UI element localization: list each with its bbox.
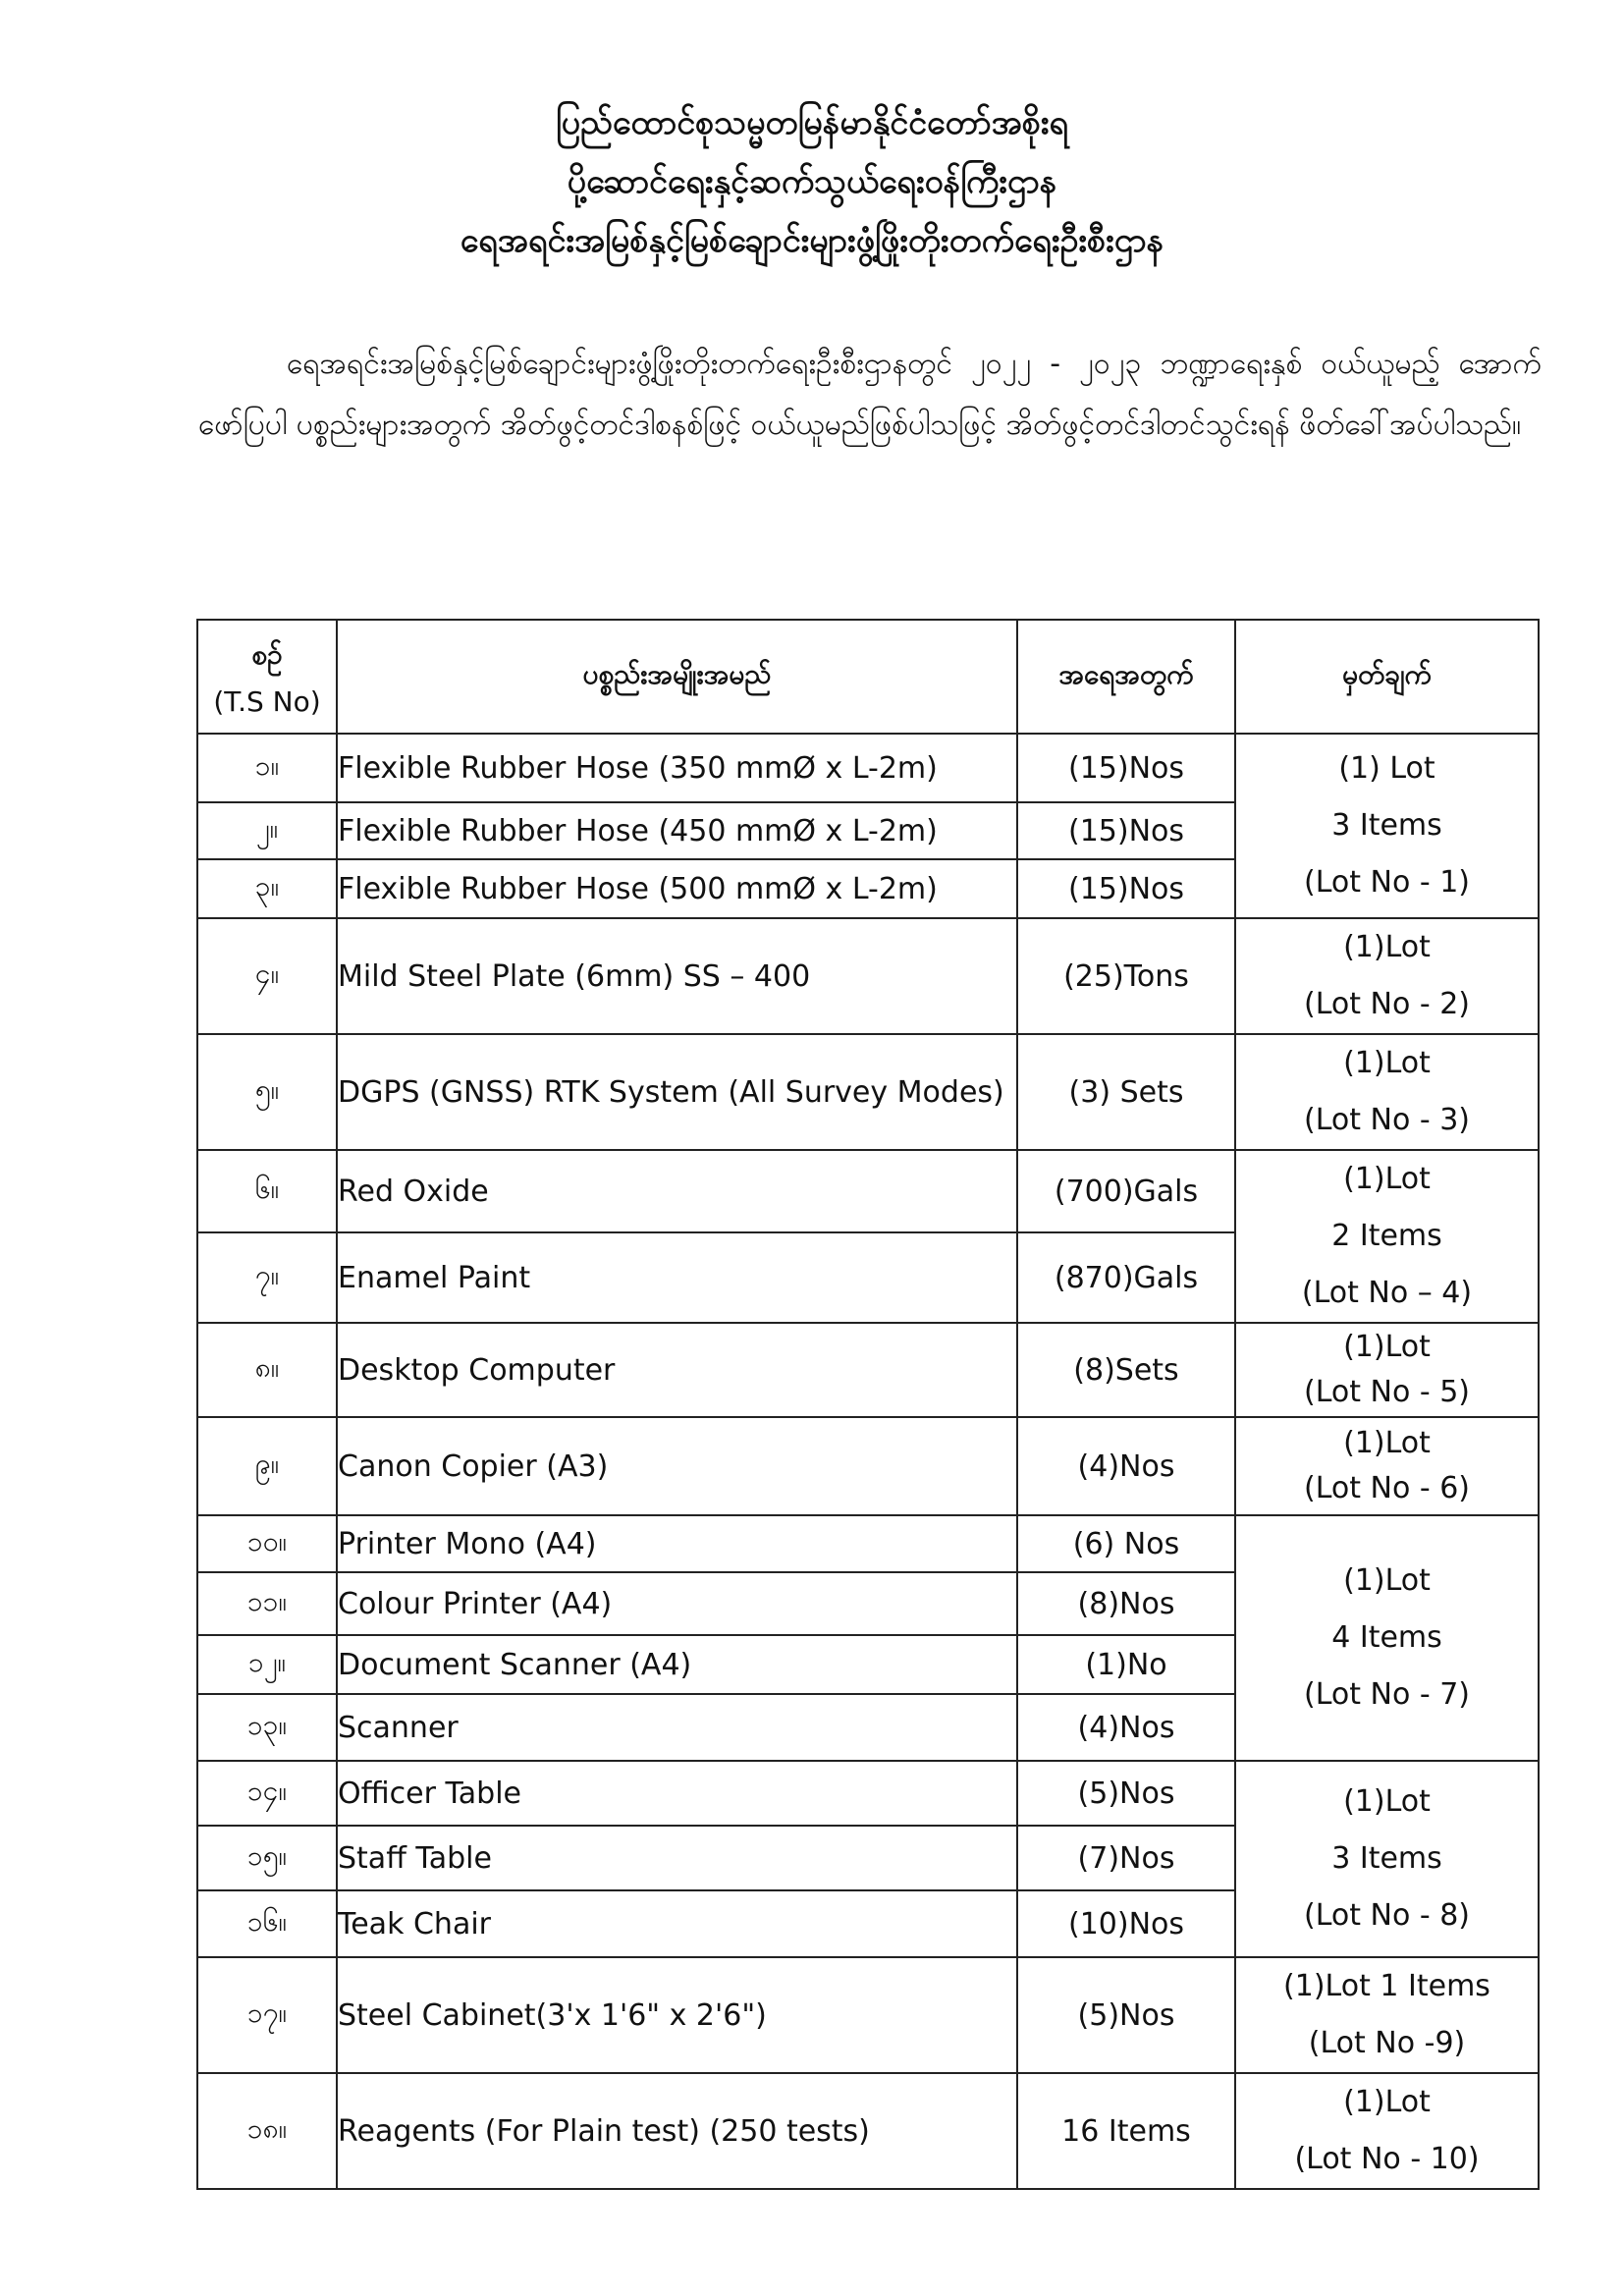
header-item-name: ပစ္စည်းအမျိုးအမည် — [337, 620, 1017, 734]
table-row — [197, 1323, 1539, 1417]
remark-line: (1)Lot — [1343, 1563, 1431, 1598]
row-serial-no: ၅။ — [197, 1034, 337, 1150]
row-description: Reagents (For Plain test) (250 tests) — [337, 2073, 1017, 2189]
row-serial-no: ၁၅။ — [197, 1826, 337, 1890]
row-description: Printer Mono (A4) — [337, 1515, 1017, 1572]
remark-line: (Lot No - 3) — [1303, 1103, 1471, 1137]
intro-text: ရေအရင်းအမြစ်နှင့်မြစ်ချောင်းများဖွံ့ဖြိုးတိုးတက်ရေးဦးစီးဌာနတွင် ၂၀၂၂ - ၂၀၂၃ ဘဏ္ဍာရေးနှစ် ဝယ်ယူမည့် အောက်ဖော်ပြပါ ပစ္စည်းများအတွက် အိတ်ဖွင့်တင်ဒါစနစ်ဖြင့် ဝယ်ယူမည်ဖြစ်ပါသဖြင့် အိတ်ဖွင့်တင်ဒါတင်သွင်းရန် ဖိတ်ခေါ်အပ်ပါသည်။ — [198, 347, 1542, 442]
remark-line: (Lot No - 6) — [1303, 1471, 1471, 1505]
header-quantity: အရေအတွက် — [1017, 620, 1235, 734]
table-header-row — [197, 620, 1539, 734]
remark-line: (1)Lot — [1343, 1784, 1431, 1819]
header-serial-no — [197, 620, 337, 734]
lot-remark — [1235, 734, 1539, 918]
lot-remark — [1235, 1957, 1539, 2073]
remark-line: (1)Lot — [1343, 2085, 1431, 2119]
row-description: Colour Printer (A4) — [337, 1572, 1017, 1635]
row-quantity: (8)Nos — [1017, 1572, 1235, 1635]
row-description: Enamel Paint — [337, 1232, 1017, 1323]
remark-line: 3 Items — [1331, 1841, 1442, 1876]
row-serial-no: ၁၄။ — [197, 1761, 337, 1826]
row-serial-no: ၁၆။ — [197, 1890, 337, 1957]
row-serial-no: ၃။ — [197, 859, 337, 918]
document-header — [0, 93, 1624, 270]
table-row — [197, 918, 1539, 1034]
row-serial-no: ၂။ — [197, 802, 337, 859]
row-quantity: (6) Nos — [1017, 1515, 1235, 1572]
row-description: Teak Chair — [337, 1890, 1017, 1957]
row-serial-no: ၁၈။ — [197, 2073, 337, 2189]
lot-remark — [1235, 1323, 1539, 1417]
row-description: Canon Copier (A3) — [337, 1417, 1017, 1515]
tender-items-table — [196, 619, 1540, 2190]
remark-line: 4 Items — [1331, 1620, 1442, 1655]
row-quantity: (4)Nos — [1017, 1417, 1235, 1515]
remark-line: (1)Lot — [1343, 1162, 1431, 1196]
header-serial-label: စဉ် — [251, 637, 283, 671]
remark-line: (Lot No – 4) — [1301, 1276, 1473, 1310]
row-description: Flexible Rubber Hose (450 mmØ x L-2m) — [337, 802, 1017, 859]
row-quantity: (8)Sets — [1017, 1323, 1235, 1417]
row-description: Mild Steel Plate (6mm) SS – 400 — [337, 918, 1017, 1034]
row-quantity: (15)Nos — [1017, 859, 1235, 918]
row-description: Steel Cabinet(3'x 1'6" x 2'6") — [337, 1957, 1017, 2073]
row-serial-no: ၆။ — [197, 1150, 337, 1232]
row-quantity: (1)No — [1017, 1635, 1235, 1694]
row-description: Desktop Computer — [337, 1323, 1017, 1417]
table-row — [197, 734, 1539, 802]
table-row — [197, 2073, 1539, 2189]
remark-line: (Lot No - 5) — [1303, 1375, 1471, 1409]
row-description: DGPS (GNSS) RTK System (All Survey Modes) — [337, 1034, 1017, 1150]
remark-line: (Lot No - 1) — [1303, 865, 1471, 900]
row-description: Officer Table — [337, 1761, 1017, 1826]
row-description: Staff Table — [337, 1826, 1017, 1890]
row-quantity: (25)Tons — [1017, 918, 1235, 1034]
table-row — [197, 1417, 1539, 1515]
remark-line: (1)Lot — [1343, 1426, 1431, 1460]
row-serial-no: ၄။ — [197, 918, 337, 1034]
row-quantity: (3) Sets — [1017, 1034, 1235, 1150]
lot-remark — [1235, 1034, 1539, 1150]
header-line-3: ရေအရင်းအမြစ်နှင့်မြစ်ချောင်းများဖွံ့ဖြိုးတိုးတက်ရေးဦးစီးဌာန — [460, 221, 1164, 260]
remark-line: (1)Lot 1 Items — [1283, 1969, 1490, 2003]
row-quantity: (15)Nos — [1017, 734, 1235, 802]
intro-paragraph — [198, 334, 1542, 456]
row-description: Document Scanner (A4) — [337, 1635, 1017, 1694]
lot-remark — [1235, 1515, 1539, 1761]
row-quantity: (5)Nos — [1017, 1957, 1235, 2073]
row-serial-no: ၁၃။ — [197, 1694, 337, 1761]
row-quantity: (4)Nos — [1017, 1694, 1235, 1761]
header-line-2: ပို့ဆောင်ရေးနှင့်ဆက်သွယ်ရေးဝန်ကြီးဌာန — [567, 162, 1057, 201]
table-row — [197, 1761, 1539, 1826]
remark-line: (Lot No - 2) — [1303, 987, 1471, 1021]
row-quantity: (5)Nos — [1017, 1761, 1235, 1826]
row-quantity: 16 Items — [1017, 2073, 1235, 2189]
remark-line: (1) Lot — [1338, 751, 1435, 786]
lot-remark — [1235, 1417, 1539, 1515]
row-serial-no: ၁၀။ — [197, 1515, 337, 1572]
row-quantity: (7)Nos — [1017, 1826, 1235, 1890]
row-description: Flexible Rubber Hose (350 mmØ x L-2m) — [337, 734, 1017, 802]
row-quantity: (10)Nos — [1017, 1890, 1235, 1957]
row-serial-no: ၁။ — [197, 734, 337, 802]
row-quantity: (870)Gals — [1017, 1232, 1235, 1323]
row-serial-no: ၉။ — [197, 1417, 337, 1515]
remark-line: (Lot No - 7) — [1303, 1677, 1471, 1712]
remark-line: (1)Lot — [1343, 930, 1431, 964]
remark-line: (Lot No -9) — [1308, 2026, 1466, 2060]
header-remark: မှတ်ချက် — [1235, 620, 1539, 734]
row-serial-no: ၇။ — [197, 1232, 337, 1323]
row-description: Scanner — [337, 1694, 1017, 1761]
row-serial-no: ၁၂။ — [197, 1635, 337, 1694]
lot-remark — [1235, 1150, 1539, 1323]
lot-remark — [1235, 918, 1539, 1034]
table-row — [197, 1515, 1539, 1572]
header-line-1: ပြည်ထောင်စုသမ္မတမြန်မာနိုင်ငံတော်အစိုးရ — [555, 103, 1069, 142]
remark-line: 3 Items — [1331, 808, 1442, 843]
lot-remark — [1235, 2073, 1539, 2189]
table-row — [197, 1150, 1539, 1232]
row-serial-no: ၁၁။ — [197, 1572, 337, 1635]
remark-line: (Lot No - 10) — [1294, 2142, 1480, 2176]
lot-remark — [1235, 1761, 1539, 1957]
row-quantity: (15)Nos — [1017, 802, 1235, 859]
row-serial-no: ၈။ — [197, 1323, 337, 1417]
remark-line: (1)Lot — [1343, 1046, 1431, 1080]
remark-line: (Lot No - 8) — [1303, 1898, 1471, 1933]
table-row — [197, 1034, 1539, 1150]
table-row — [197, 1957, 1539, 2073]
row-serial-no: ၁၇။ — [197, 1957, 337, 2073]
row-description: Red Oxide — [337, 1150, 1017, 1232]
row-quantity: (700)Gals — [1017, 1150, 1235, 1232]
header-serial-sub: (T.S No) — [213, 684, 321, 718]
remark-line: 2 Items — [1331, 1219, 1442, 1253]
remark-line: (1)Lot — [1343, 1330, 1431, 1364]
row-description: Flexible Rubber Hose (500 mmØ x L-2m) — [337, 859, 1017, 918]
